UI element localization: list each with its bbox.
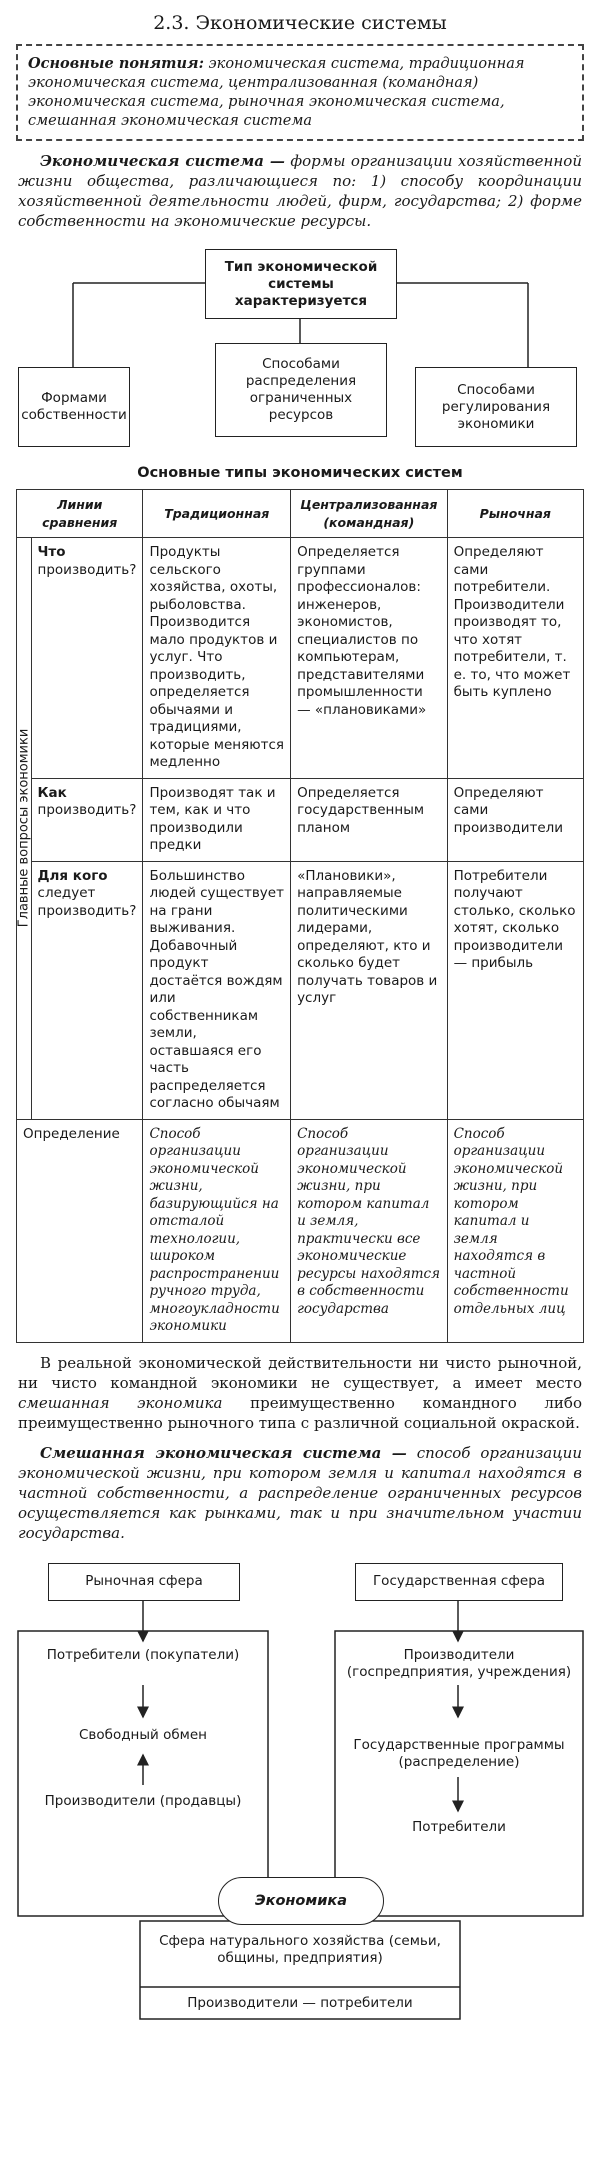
question-cell	[31, 538, 143, 779]
traditional-cell: Продукты сельского хозяйства, охоты, рыболовства. Производится мало продуктов и услуг. Что производить, определяется обычаями и традициями, которые меняются медленно	[143, 538, 291, 779]
paragraph-part: преимущественно командного либо преимущественно рыночного типа с различной социальной окраской.	[18, 1393, 582, 1432]
table-row	[17, 538, 584, 779]
resource-distribution-box: Способами распределения ограниченных ресурсов	[215, 343, 387, 437]
page-title: 2.3. Экономические системы	[153, 12, 447, 34]
question-rest: следует производить?	[37, 885, 137, 919]
table-row	[17, 778, 584, 861]
key-concepts-box	[16, 44, 584, 141]
natural-economy-sphere: Сфера натурального хозяйства (семьи, общины, предприятия)	[159, 1932, 441, 1966]
economy-oval: Экономика	[218, 1877, 384, 1925]
producers-sellers: Производители (продавцы)	[44, 1792, 242, 1809]
header-traditional: Традиционная	[143, 490, 291, 538]
traditional-cell: Производят так и тем, как и что производили предки	[143, 778, 291, 861]
question-rest: производить?	[37, 561, 137, 578]
command-definition: Способ организации экономической жизни, при котором капитал и земля, практически все экономические ресурсы находятся в собственности государства	[291, 1119, 448, 1342]
concepts-label: Основные понятия:	[28, 55, 204, 72]
definition-term: Экономическая система —	[40, 152, 285, 170]
market-definition: Способ организации экономической жизни, при котором капитал и земля находятся в частной собственности отдельных лиц	[447, 1119, 583, 1342]
producers-consumers: Производители — потребители	[187, 1994, 413, 2011]
question-cell	[31, 861, 143, 1119]
definition-text: способ организации экономической жизни, при котором земля и капитал находятся в частной собственности, а распределение ограниченных ресурсов осуществляется как рынками, так и при значительном участии государства.	[18, 1443, 582, 1542]
economic-systems-table	[16, 489, 584, 1343]
mixed-economy-paragraph	[18, 1353, 582, 1433]
question-cell	[31, 778, 143, 861]
definition-term: Смешанная экономическая система —	[40, 1443, 407, 1462]
market-cell: Потребители получают столько, сколько хотят, сколько производители — прибыль	[447, 861, 583, 1119]
command-cell: Определяется государственным планом	[291, 778, 448, 861]
command-cell: «Плановики», направляемые политическими лидерами, определяют, кто и сколько будет получать товаров и услуг	[291, 861, 448, 1119]
system-type-box: Тип экономической системы характеризуется	[205, 249, 397, 319]
traditional-cell: Большинство людей существует на грани выживания. Добавочный продукт достаётся вождям или собственникам земли, оставшаяся его часть распределяется согласно обычаям	[143, 861, 291, 1119]
concepts-text: экономическая система, традиционная экономическая система, централизованная (командная) экономическая система, рыночная экономическая система, смешанная экономическая система	[28, 56, 525, 129]
header-comparison-lines: Линии сравнения	[17, 490, 143, 538]
table-row-definition	[17, 1119, 584, 1342]
question-bold: Что	[37, 544, 66, 560]
definition-economic-system	[18, 151, 582, 231]
header-market: Рыночная	[447, 490, 583, 538]
definition-mixed-system	[18, 1443, 582, 1543]
free-exchange: Свободный обмен	[78, 1726, 207, 1743]
table-row	[17, 861, 584, 1119]
characteristics-diagram	[0, 239, 600, 459]
regulation-methods-box: Способами регулирования экономики	[415, 367, 577, 447]
definition-text: формы организации хозяйственной жизни общества, различающиеся по: 1) способу координации хозяйственной деятельности людей, фирм, государства; 2) форме собственности на экономические ресурсы.	[18, 152, 582, 230]
table-header-row	[17, 490, 584, 538]
question-rest: производить?	[37, 802, 137, 818]
paragraph-emphasis: смешанная экономика	[18, 1393, 223, 1412]
header-command: Централизованная (командная)	[291, 490, 448, 538]
market-cell: Определяют сами потребители. Производители производят то, что хотят потребители, т. е. то, что может быть куплено	[447, 538, 583, 779]
state-programs: Государственные программы (распределение)	[353, 1736, 565, 1770]
market-cell: Определяют сами производители	[447, 778, 583, 861]
question-bold: Как	[37, 784, 67, 801]
side-label: Главные вопросы экономики	[16, 728, 31, 928]
state-consumers: Потребители	[412, 1818, 506, 1835]
mixed-economy-diagram	[0, 1555, 600, 2025]
question-bold: Для кого	[37, 867, 108, 884]
table-caption: Основные типы экономических систем	[137, 465, 463, 481]
state-sphere-box: Государственная сфера	[355, 1563, 563, 1601]
paragraph-part: В реальной экономической действительности ни чисто рыночной, ни чисто командной экономики не существует, а имеет место	[18, 1353, 582, 1392]
definition-label-cell: Определение	[17, 1119, 143, 1342]
market-sphere-box: Рыночная сфера	[48, 1563, 240, 1601]
consumers-buyers: Потребители (покупатели)	[46, 1646, 240, 1663]
traditional-definition: Способ организации экономической жизни, базирующийся на отсталой технологии, широком распространении ручного труда, многоукладности экономики	[143, 1119, 291, 1342]
state-producers: Производители (госпредприятия, учреждения)	[346, 1646, 572, 1680]
command-cell: Определяется группами профессионалов: инженеров, экономистов, специалистов по компьютерам, представителями промышленности — «плановиками»	[291, 538, 448, 779]
ownership-forms-box: Формами собственности	[18, 367, 130, 447]
side-label-cell	[17, 538, 32, 1120]
